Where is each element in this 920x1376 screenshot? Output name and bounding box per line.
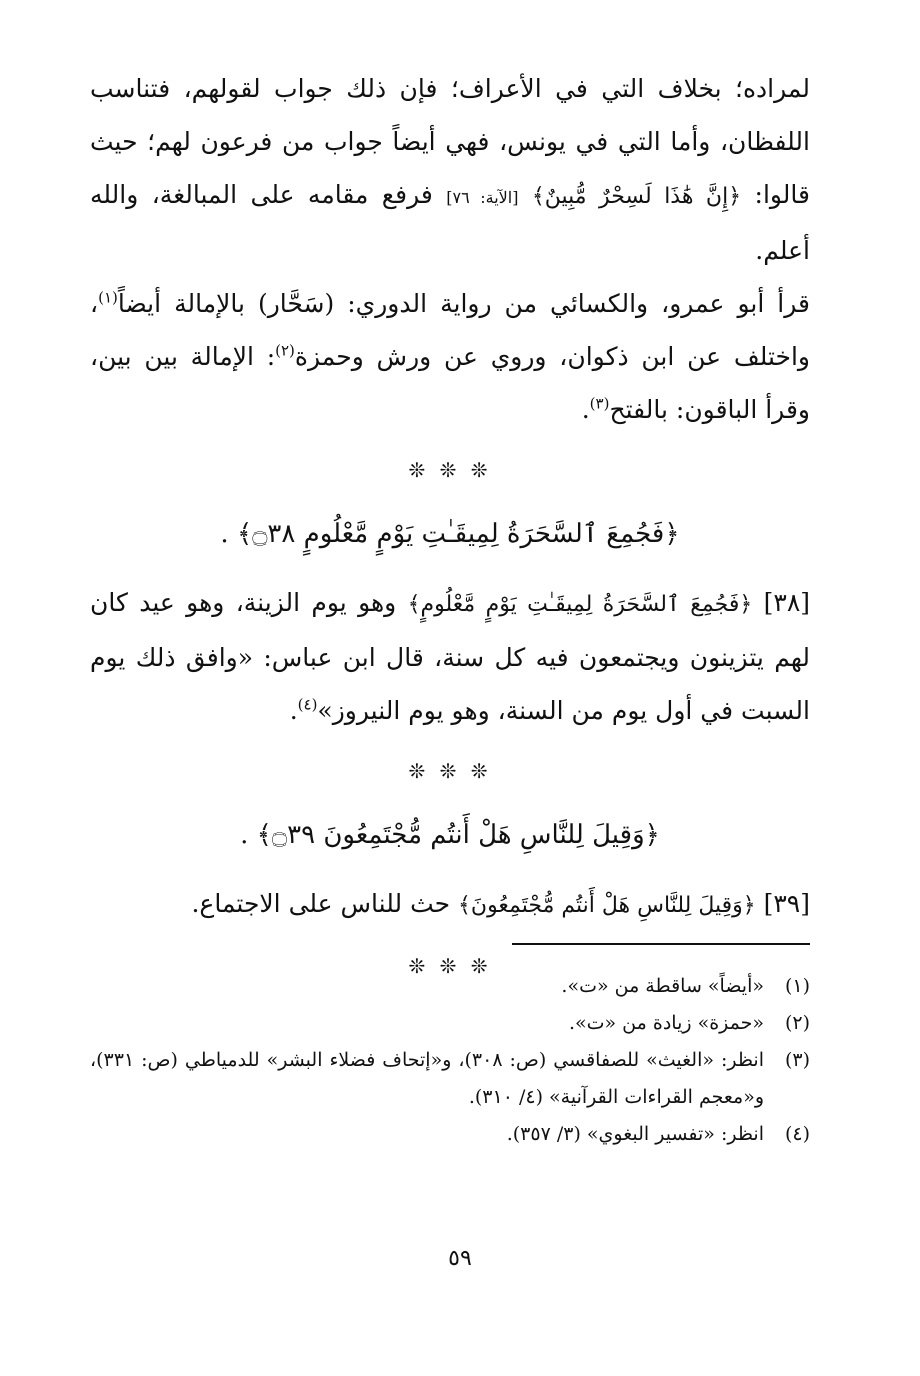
footnote-text: «حمزة» زيادة من «ت». [568, 1012, 764, 1034]
footnote-marker-2[interactable]: (٢) [275, 341, 295, 360]
footnotes [90, 968, 810, 1153]
paragraph-text: حث للناس على الاجتماع. [191, 889, 459, 918]
paragraph-text: قرأ أبو عمرو، والكسائي من رواية الدوري: (سَحَّار) بالإمالة أيضاً [117, 289, 810, 318]
paragraph-readings [90, 277, 810, 436]
paragraph-text: وهو يوم الزينة، وهو عيد كان لهم يتزينون ويجتمعون فيه كل سنة، قال ابن عباس: «وافق ذلك يوم السبت في أول يوم من السنة، وهو يوم النيروز» [90, 588, 810, 725]
paragraph-text: لمراده؛ بخلاف التي في الأعراف؛ فإن ذلك جواب لقولهم، فتناسب اللفظان، وأما التي في يونس، فهي أيضاً جواب من فرعون لهم؛ حيث قالوا: [90, 74, 810, 209]
paragraph-commentary-1 [90, 62, 810, 277]
footnote-item [90, 1005, 810, 1042]
footnote-number: (٤) [784, 1123, 810, 1145]
page-number: ٥٩ [448, 1246, 472, 1271]
verse-reference: [الآية: ٧٦] [446, 188, 519, 207]
quran-verse-inline: ﴿وَقِيلَ لِلنَّاسِ هَلْ أَنتُم مُّجْتَمِعُونَ﴾ [458, 893, 756, 918]
footnote-text: «أيضاً» ساقطة من «ت». [561, 975, 764, 997]
verse-heading-39: ﴿وَقِيلَ لِلنَّاسِ هَلْ أَنتُم مُّجْتَمِعُونَ ۝٣٩﴾ . [240, 820, 660, 850]
footnote-marker-1[interactable]: (١) [98, 288, 118, 307]
footnote-item [90, 1116, 810, 1153]
section-separator: ❊ ❊ ❊ [408, 458, 492, 482]
paragraph-text: . [581, 395, 590, 424]
verse-number: [٣٩] [763, 889, 810, 918]
paragraph-verse-39 [90, 877, 810, 932]
footnote-number: (٣) [784, 1049, 810, 1071]
verse-number: [٣٨] [763, 588, 811, 617]
footnote-number: (١) [784, 975, 810, 997]
footnote-item [90, 968, 810, 1005]
paragraph-text: : الإمالة بين بين، وقرأ الباقون: بالفتح [90, 342, 810, 424]
footnote-text: انظر: «الغيث» للصفاقسي (ص: ٣٠٨)، و«إتحاف فضلاء البشر» للدمياطي (ص: ٣٣١)، و«معجم القراءات القرآنية» (٤/ ٣١٠). [90, 1049, 764, 1108]
quran-verse-inline: ﴿فَجُمِعَ ٱلسَّحَرَةُ لِمِيقَـٰتِ يَوْمٍ مَّعْلُومٍ﴾ [407, 592, 753, 617]
paragraph-verse-38 [90, 576, 810, 737]
footnote-marker-4[interactable]: (٤) [297, 695, 318, 714]
quran-verse-inline: ﴿إِنَّ هَٰذَا لَسِحْرٌ مُّبِينٌ﴾ [531, 184, 742, 209]
footnote-number: (٢) [784, 1012, 810, 1034]
verse-heading-38: ﴿فَجُمِعَ ٱلسَّحَرَةُ لِمِيقَـٰتِ يَوْمٍ مَّعْلُومٍ ۝٣٨﴾ . [220, 519, 680, 549]
paragraph-text: فرفع مقامه على المبالغة، والله أعلم. [90, 180, 810, 265]
paragraph-text: ، واختلف عن ابن ذكوان، وروي عن ورش وحمزة [90, 289, 810, 371]
footnote-divider [512, 943, 810, 945]
footnote-marker-3[interactable]: (٣) [589, 394, 610, 413]
paragraph-text: . [289, 696, 298, 725]
section-separator: ❊ ❊ ❊ [408, 759, 492, 783]
main-text [90, 62, 810, 1000]
footnote-text: انظر: «تفسير البغوي» (٣/ ٣٥٧). [506, 1123, 764, 1145]
footnote-item [90, 1042, 810, 1116]
section-separator: ❊ ❊ ❊ [408, 954, 492, 978]
